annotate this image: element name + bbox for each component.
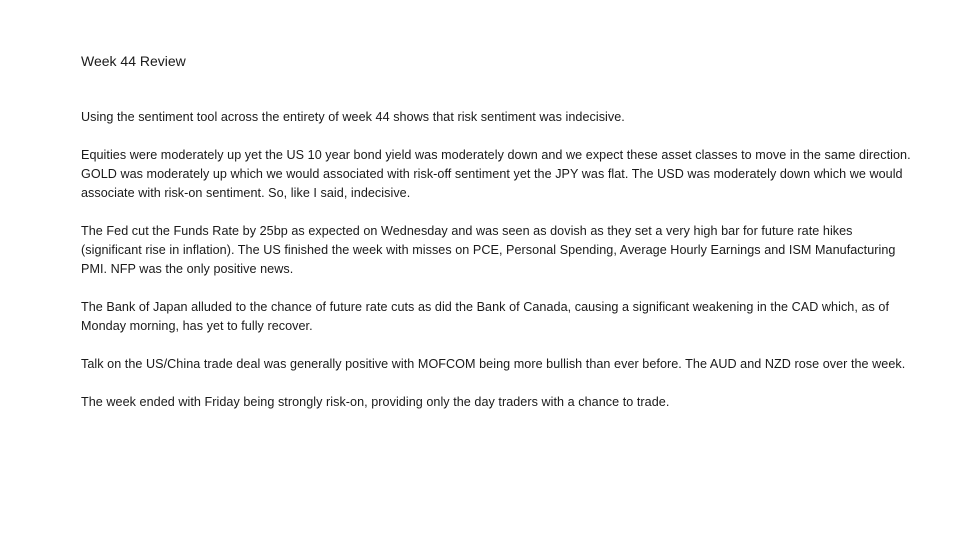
slide-title: Week 44 Review bbox=[81, 53, 186, 69]
paragraph-week-end: The week ended with Friday being strongly risk-on, providing only the day traders with a chance to trade. bbox=[81, 395, 670, 409]
paragraph-fed: The Fed cut the Funds Rate by 25bp as expected on Wednesday and was seen as dovish as they set a very high bar for future rate hikes (significant rise in inflation). The US finished the week with misses on PCE, Personal Spending, Average Hourly Earnings and ISM Manufacturing PMI. NFP was the only positive news. bbox=[81, 224, 896, 276]
slide-body bbox=[81, 108, 913, 431]
paragraph-boj-boc: The Bank of Japan alluded to the chance of future rate cuts as did the Bank of Canada, causing a significant weakening in the CAD which, as of Monday morning, has yet to fully recover. bbox=[81, 300, 889, 333]
paragraph-trade-deal: Talk on the US/China trade deal was generally positive with MOFCOM being more bullish than ever before. The AUD and NZD rose over the week. bbox=[81, 357, 906, 371]
paragraph-sentiment-summary: Using the sentiment tool across the entirety of week 44 shows that risk sentiment was indecisive. bbox=[81, 110, 625, 124]
paragraph-asset-classes: Equities were moderately up yet the US 10 year bond yield was moderately down and we expect these asset classes to move in the same direction. GOLD was moderately up which we would associated with risk-off sentiment yet the JPY was flat. The USD was moderately down which we would associate with risk-on sentiment. So, like I said, indecisive. bbox=[81, 148, 911, 200]
